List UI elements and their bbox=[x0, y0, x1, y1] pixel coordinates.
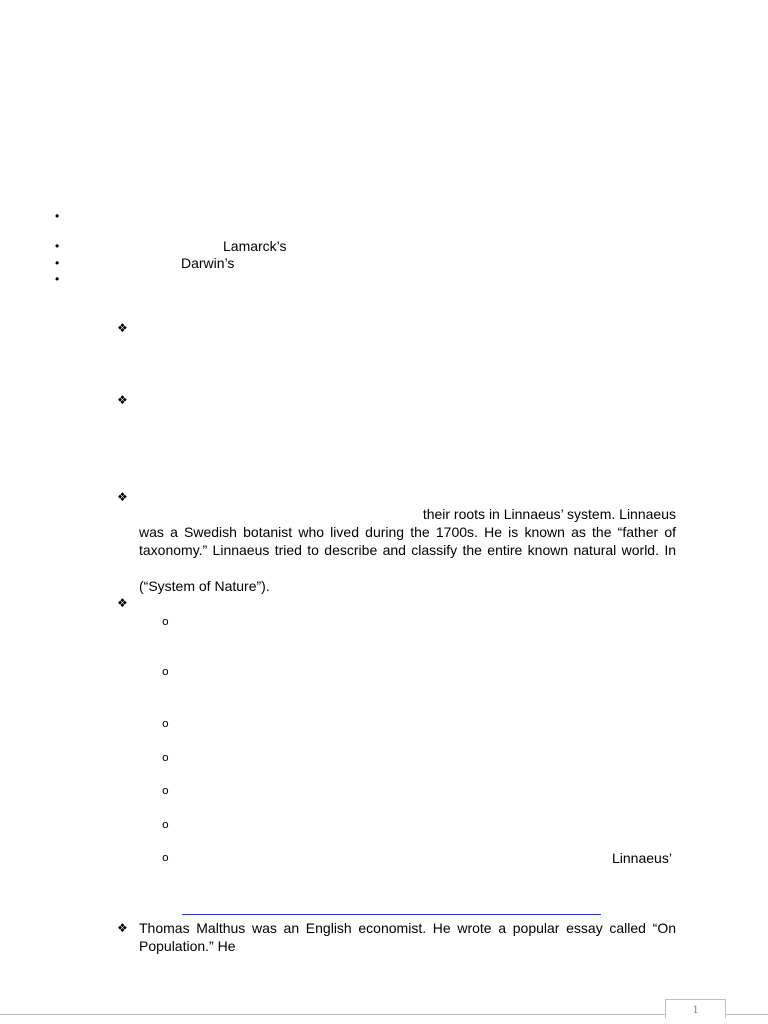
paragraph-line: Population.” He bbox=[139, 938, 236, 954]
sublist-text-linnaeus: Linnaeus’ bbox=[612, 850, 672, 866]
footer-rule bbox=[0, 1014, 768, 1015]
malthus-paragraph bbox=[139, 919, 676, 955]
bullet-text-darwin: Darwin’s bbox=[181, 255, 235, 271]
diamond-bullet-icon: ❖ bbox=[117, 321, 128, 335]
blank-line bbox=[139, 559, 676, 577]
bullet-text-lamarck: Lamarck’s bbox=[223, 238, 287, 254]
diamond-bullet-icon: ❖ bbox=[117, 393, 128, 407]
bullet-marker: • bbox=[55, 209, 60, 223]
diamond-bullet-icon: ❖ bbox=[117, 921, 128, 935]
bullet-marker: • bbox=[55, 256, 60, 270]
sub-bullet-icon: o bbox=[162, 818, 169, 831]
diamond-bullet-icon: ❖ bbox=[117, 596, 128, 610]
diamond-bullet-icon: ❖ bbox=[117, 490, 128, 504]
sub-bullet-icon: o bbox=[162, 851, 169, 864]
paragraph-line: their roots in Linnaeus’ system. Linnaeus bbox=[422, 506, 676, 522]
paragraph-line: Thomas Malthus was an English economist. He wrote a popular essay called “On bbox=[139, 920, 676, 936]
paragraph-line: was a Swedish botanist who lived during the 1700s. He is known as the “father of bbox=[139, 524, 676, 540]
hyperlink-underline[interactable] bbox=[182, 914, 601, 915]
sub-bullet-icon: o bbox=[162, 784, 169, 797]
page-number: 1 bbox=[665, 999, 726, 1018]
paragraph-line: taxonomy.” Linnaeus tried to describe and classify the entire known natural world. In bbox=[139, 542, 676, 558]
sub-bullet-icon: o bbox=[162, 717, 169, 730]
sub-bullet-icon: o bbox=[162, 751, 169, 764]
linnaeus-paragraph bbox=[139, 505, 676, 595]
sub-bullet-icon: o bbox=[162, 665, 169, 678]
sub-bullet-icon: o bbox=[162, 615, 169, 628]
bullet-marker: • bbox=[55, 272, 60, 286]
bullet-marker: • bbox=[55, 239, 60, 253]
paragraph-line: (“System of Nature”). bbox=[139, 578, 270, 594]
